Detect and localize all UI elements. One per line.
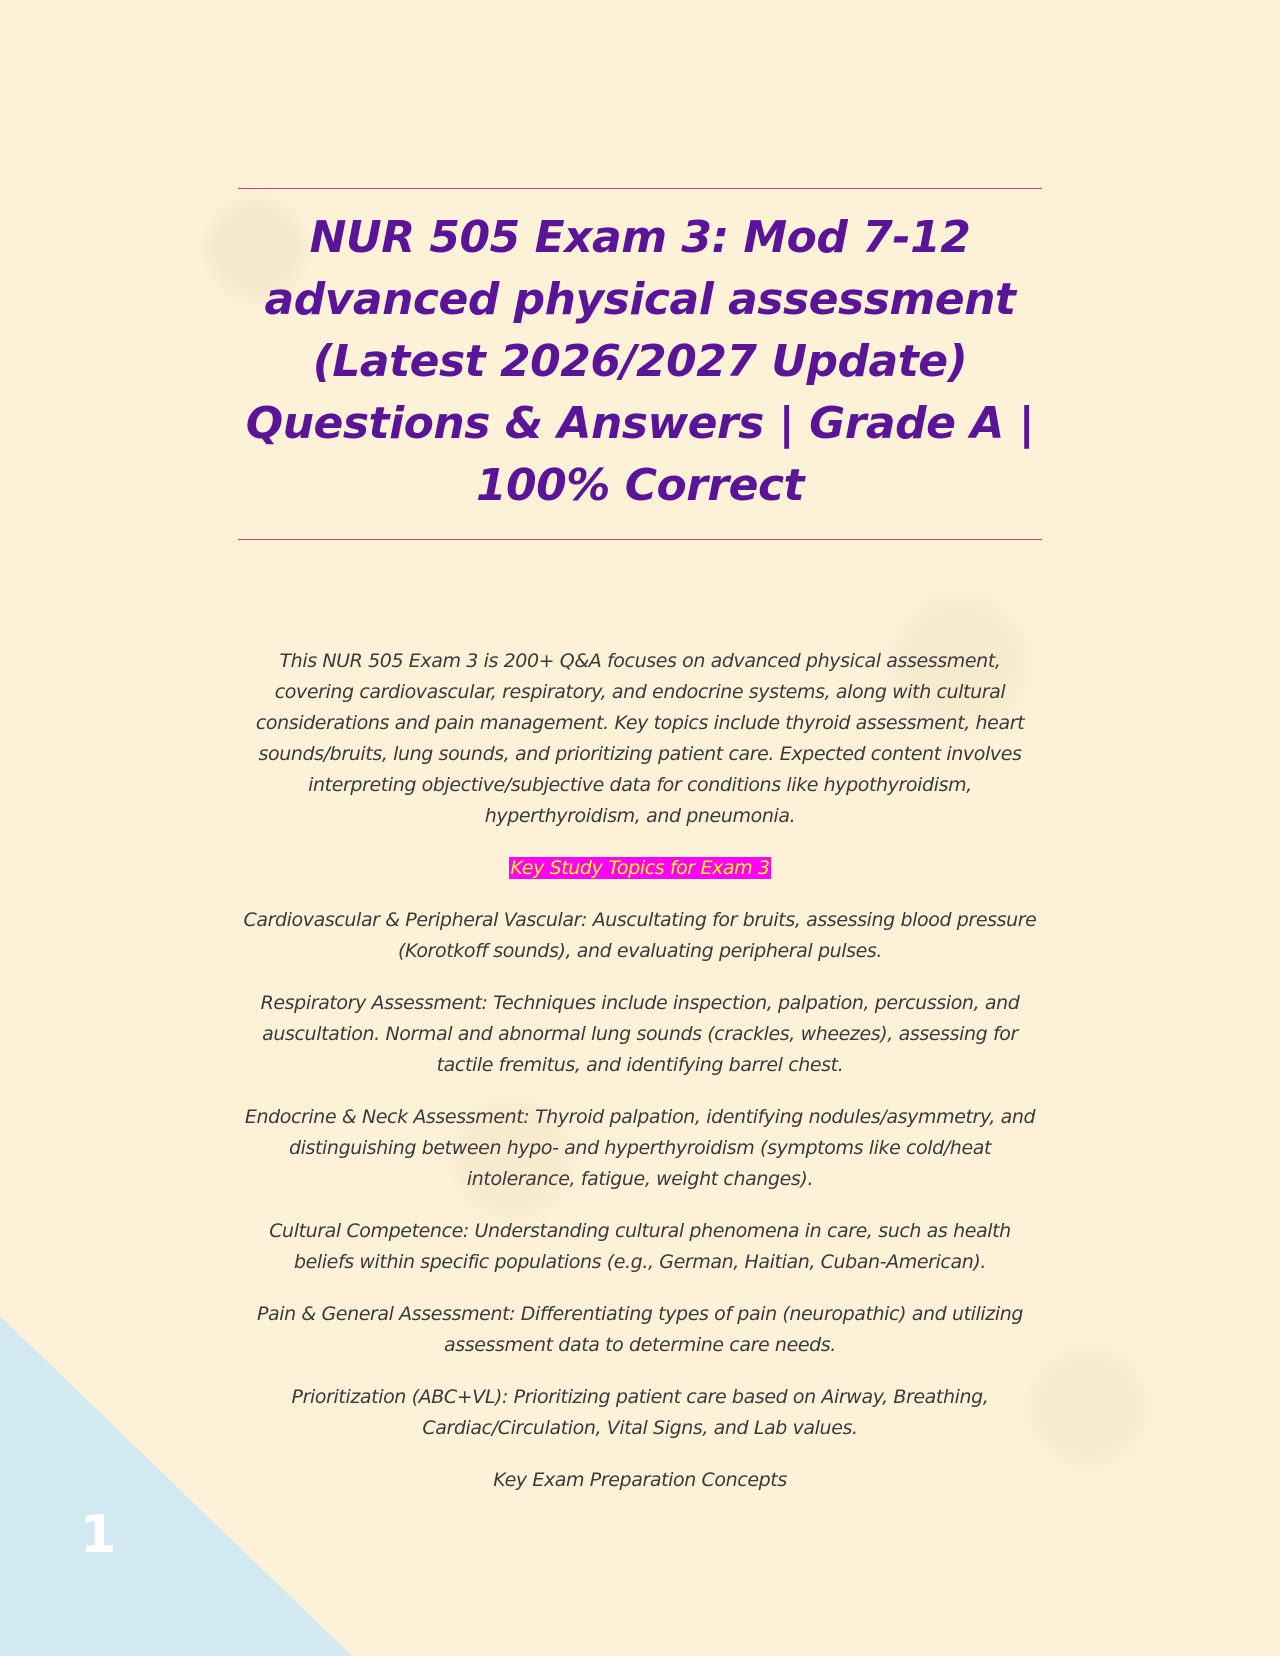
topic-endocrine: Endocrine & Neck Assessment: Thyroid palpation, identifying nodules/asymmetry, and distinguishing between hypo- and hyperthyroidism (symptoms like cold/heat intolerance, fatigue, weight changes). <box>244 1106 1036 1190</box>
topics-heading-line <box>238 853 1042 884</box>
title-bottom-rule <box>238 539 1042 540</box>
topic-cardiovascular: Cardiovascular & Peripheral Vascular: Auscultating for bruits, assessing blood pressure (Korotkoff sounds), and evaluating peripheral pulses. <box>243 909 1037 962</box>
closing-heading: Key Exam Preparation Concepts <box>493 1469 787 1491</box>
title-top-rule <box>238 188 1042 189</box>
topic-pain: Pain & General Assessment: Differentiating types of pain (neuropathic) and utilizing assessment data to determine care needs. <box>256 1303 1024 1356</box>
intro-paragraph: This NUR 505 Exam 3 is 200+ Q&A focuses on advanced physical assessment, covering cardiovascular, respiratory, and endocrine systems, along with cultural considerations and pain management. Key topics include thyroid assessment, heart sounds/bruits, lung sounds, and prioritizing patient care. Expected content involves interpreting objective/subjective data for conditions like hypothyroidism, hyperthyroidism, and pneumonia. <box>255 650 1025 827</box>
page-number: 1 <box>80 1505 117 1565</box>
topic-respiratory: Respiratory Assessment: Techniques include inspection, palpation, percussion, and auscultation. Normal and abnormal lung sounds (crackles, wheezes), assessing for tactile fremitus, and identifying barrel chest. <box>260 992 1020 1076</box>
topic-cultural: Cultural Competence: Understanding cultural phenomena in care, such as health beliefs within specific populations (e.g., German, Haitian, Cuban-American). <box>269 1220 1011 1273</box>
topic-prioritization: Prioritization (ABC+VL): Prioritizing patient care based on Airway, Breathing, Cardiac/Circulation, Vital Signs, and Lab values. <box>291 1386 989 1439</box>
topics-heading: Key Study Topics for Exam 3 <box>510 857 770 879</box>
document-title: NUR 505 Exam 3: Mod 7-12 advanced physical assessment (Latest 2026/2027 Update) Questions & Answers | Grade A | 100% Correct <box>245 212 1035 511</box>
title-block <box>238 188 1042 540</box>
document-body <box>238 646 1042 1517</box>
